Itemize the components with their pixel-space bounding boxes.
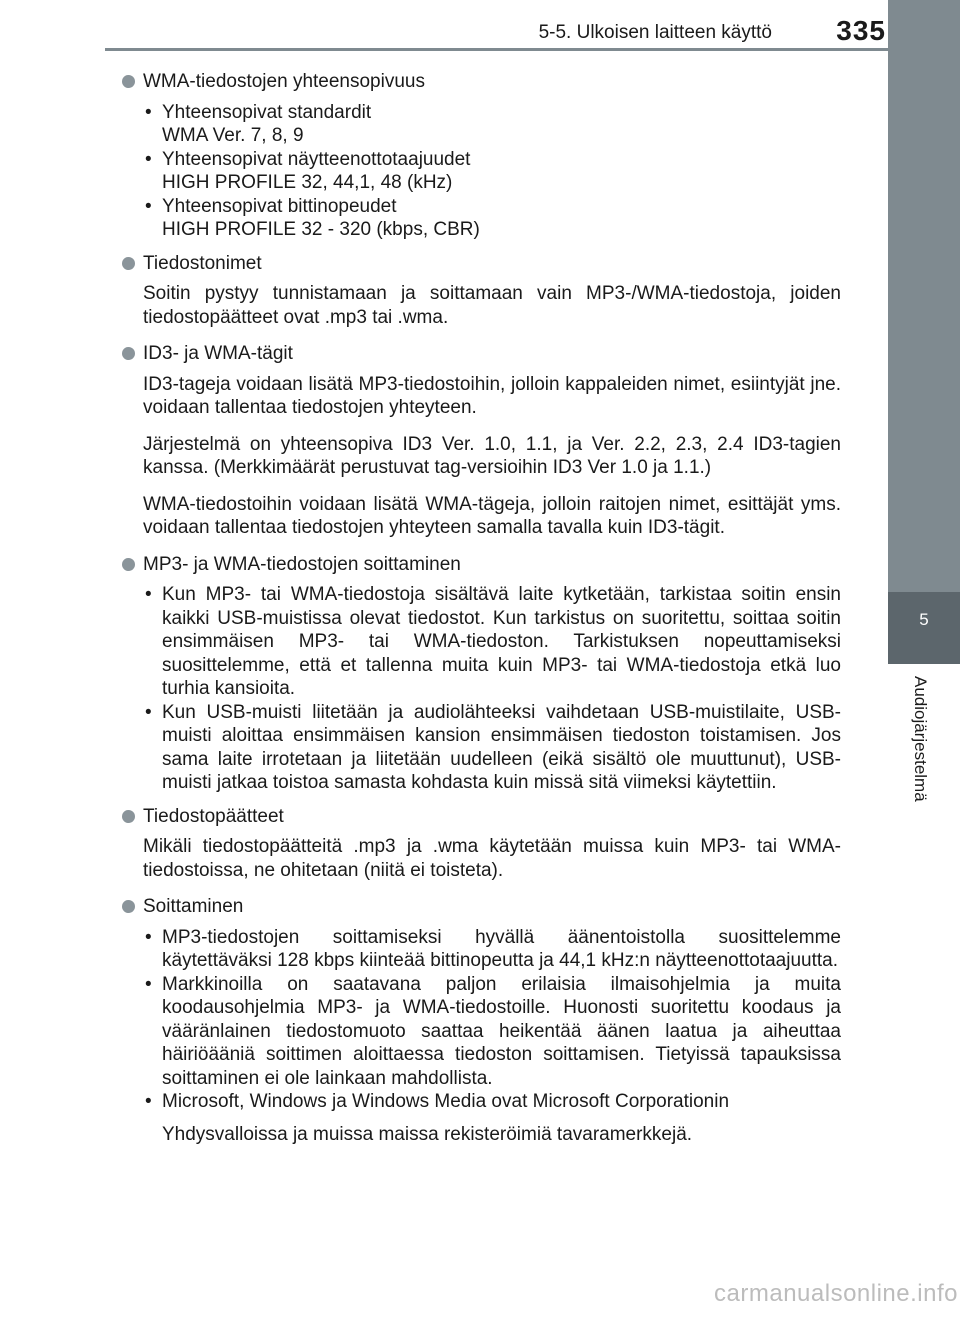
bullet-list <box>143 583 841 795</box>
paragraph: WMA-tiedostoihin voidaan lisätä WMA-tägeja, jolloin raitojen nimet, esittäjät yms. voidaan tallentaa tiedostojen yhteyteen samalla tavalla kuin ID3-tägit. <box>143 493 841 538</box>
section-heading: Soittaminen <box>121 895 841 919</box>
section-title: 5-5. Ulkoisen laitteen käyttö <box>538 22 772 43</box>
list-item: • Microsoft, Windows ja Windows Media ovat Microsoft Corporationin Yhdysvalloissa ja muissa maissa rekisteröimiä tavaramerkkejä. <box>145 1091 730 1145</box>
page-number: 335 <box>836 15 886 46</box>
watermark: carmanualsonline.info <box>714 1280 958 1307</box>
section-heading: WMA-tiedostojen yhteensopivuus <box>121 70 841 94</box>
section-heading: MP3- ja WMA-tiedostojen soittaminen <box>121 553 841 577</box>
paragraph: ID3-tageja voidaan lisätä MP3-tiedostoihin, jolloin kappaleiden nimet, esiintyjät jne. voidaan tallentaa tiedostojen yhteyteen. <box>143 373 841 418</box>
bullet-dot-icon <box>122 810 135 823</box>
side-tab <box>888 0 960 592</box>
list-item: • Yhteensopivat näytteenottotaajuudet HIGH PROFILE 32, 44,1, 48 (kHz) <box>145 148 471 193</box>
bullet-dot-icon <box>122 257 135 270</box>
list-item: • Markkinoilla on saatavana paljon erilaisia ilmaisohjelmia ja muita koodausohjelmia MP3- ja WMA-tiedostoille. Huonosti suoritettu koodaus ja vääränlainen tiedostomuoto saattaa heikentää äänen laatua ja aiheuttaa häiriöääniä soittimen aloittaessa tiedoston soittamisen. Tietyissä tapauksissa soittaminen ei ole lainkaan mahdollista. <box>145 973 841 1089</box>
bullet-list <box>143 101 841 242</box>
bullet-dot-icon <box>122 900 135 913</box>
paragraph: Mikäli tiedostopäätteitä .mp3 ja .wma käytetään muissa kuin MP3- tai WMA-tiedostoissa, ne ohitetaan (niitä ei toisteta). <box>143 836 841 881</box>
section-heading: Tiedostonimet <box>121 252 841 276</box>
chapter-title: Audiojärjestelmä <box>911 676 930 802</box>
header-rule <box>105 48 888 51</box>
bullet-dot-icon <box>122 75 135 88</box>
bullet-list <box>143 926 841 1147</box>
list-item: • Yhteensopivat bittinopeudet HIGH PROFILE 32 - 320 (kbps, CBR) <box>145 195 480 240</box>
paragraph: Järjestelmä on yhteensopiva ID3 Ver. 1.0, 1.1, ja Ver. 2.2, 2.3, 2.4 ID3-tagien kanssa. (Merkkimäärät perustuvat tag-versioihin ID3 Ver 1.0 ja 1.1.) <box>143 433 841 478</box>
bullet-dot-icon <box>122 558 135 571</box>
chapter-tab <box>888 664 960 1328</box>
list-item: • MP3-tiedostojen soittamiseksi hyvällä äänentoistolla suosittelemme käytettäväksi 128 kbps kiinteää bittinopeutta ja 44,1 kHz:n näytteenottotaajuutta. <box>145 926 841 971</box>
bullet-dot-icon <box>122 347 135 360</box>
list-item: • Kun USB-muisti liitetään ja audiolähteeksi vaihdetaan USB-muistilaite, USB-muisti aloittaa ensimmäisen kansion ensimmäisen tiedoston toistamisen. Jos sama laite irrotetaan ja liitetään uudelleen (eikä sisältö ole muuttunut), USB-muisti jatkaa toistoa samasta kohdasta kuin missä sitä viimeksi käytettiin. <box>145 701 841 793</box>
page-content <box>121 70 841 1156</box>
chapter-number: 5 <box>888 592 960 664</box>
list-item: • Kun MP3- tai WMA-tiedostoja sisältävä laite kytketään, tarkistaa soitin ensin kaikki USB-muistissa olevat tiedostot. Kun tarkistus on suoritettu, soittaa soitin ensimmäisen MP3- tai WMA-tiedoston. Tarkistuksen nopeuttamiseksi suosittelemme, että et tallenna muita kuin MP3- tai WMA-tiedostoja etkä luo turhia kansioita. <box>145 584 841 699</box>
section-heading: Tiedostopäätteet <box>121 805 841 829</box>
section-heading: ID3- ja WMA-tägit <box>121 342 841 366</box>
paragraph: Soitin pystyy tunnistamaan ja soittamaan vain MP3-/WMA-tiedostoja, joiden tiedostopäätteet ovat .mp3 tai .wma. <box>143 283 841 328</box>
list-item: • Yhteensopivat standardit WMA Ver. 7, 8, 9 <box>145 101 372 146</box>
